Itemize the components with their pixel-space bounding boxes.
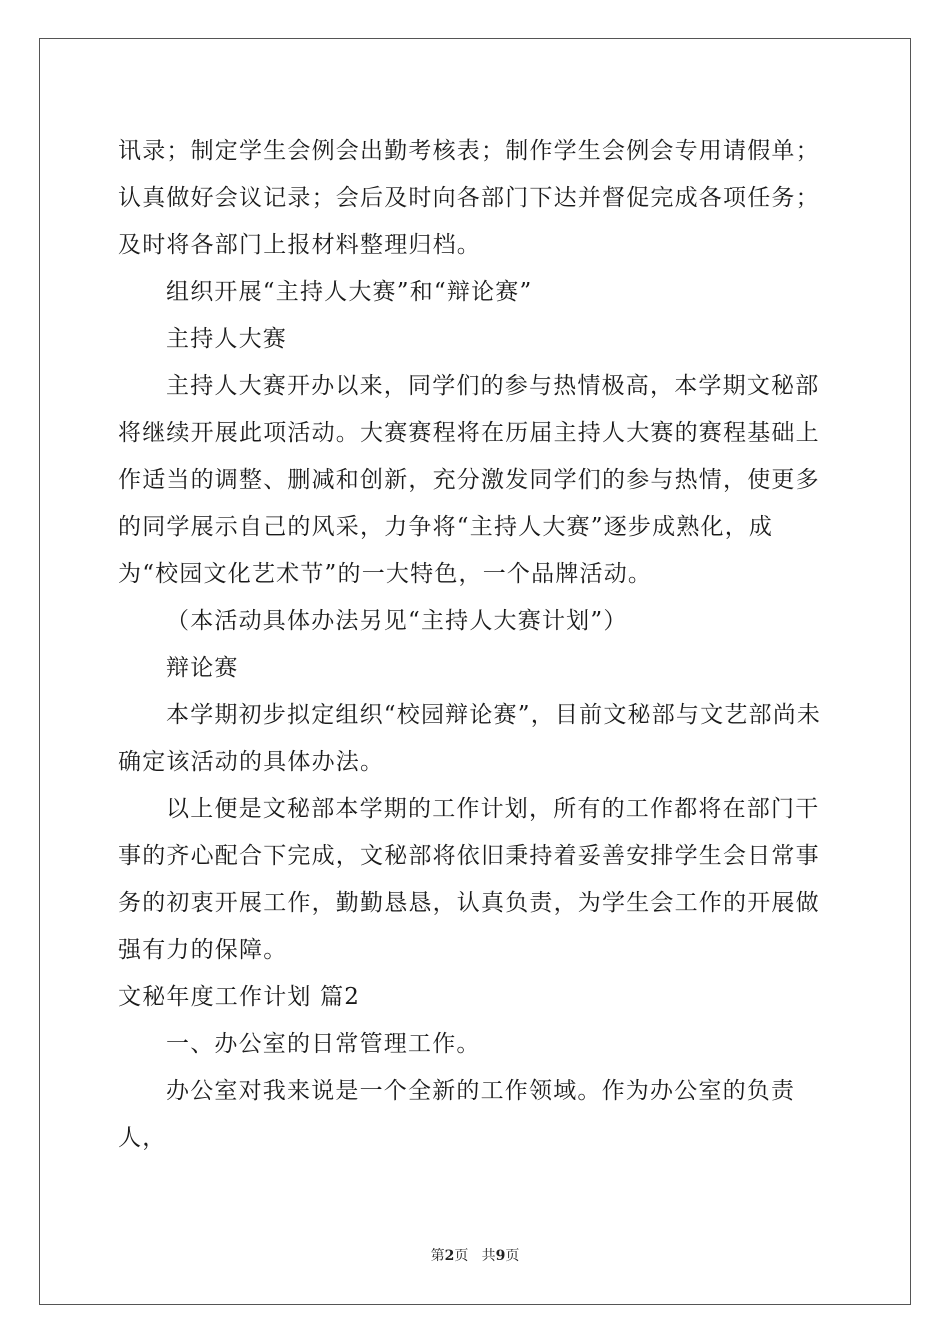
footer-page-number: 2	[444, 1248, 455, 1264]
footer-total-prefix: 共	[481, 1248, 496, 1264]
paragraph-summary: 以上便是文秘部本学期的工作计划，所有的工作都将在部门干事的齐心配合下完成，文秘部将依旧秉持着妥善安排学生会日常事务的初衷开展工作，勤勤恳恳，认真负责，为学生会工作的开展做强有力的保障。	[118, 796, 820, 963]
subheading-debate: 辩论赛	[166, 655, 239, 681]
paragraph-host-contest: 主持人大赛开办以来，同学们的参与热情极高，本学期文秘部将继续开展此项活动。大赛赛程将在历届主持人大赛的赛程基础上作适当的调整、删减和创新，充分激发同学们的参与热情，使更多的同学展示自己的风采，力争将“主持人大赛”逐步成熟化，成为“校园文化艺术节”的一大特色，一个品牌活动。	[118, 373, 820, 587]
footer-total-suffix: 页	[505, 1248, 520, 1264]
subheading-office-management: 一、办公室的日常管理工作。	[166, 1031, 481, 1057]
paragraph-debate: 本学期初步拟定组织“校园辩论赛”，目前文秘部与文艺部尚未确定该活动的具体办法。	[118, 702, 822, 775]
section-heading-contests: 组织开展“主持人大赛”和“辩论赛”	[166, 279, 533, 305]
footer-page-prefix: 第	[430, 1248, 445, 1264]
document-body	[118, 128, 834, 1162]
section-title-part2: 文秘年度工作计划 篇2	[118, 984, 361, 1010]
paragraph-host-contest-note: （本活动具体办法另见“主持人大赛计划”）	[166, 608, 628, 634]
paragraph-office-intro: 办公室对我来说是一个全新的工作领域。作为办公室的负责人，	[118, 1078, 796, 1151]
subheading-host-contest: 主持人大赛	[166, 326, 287, 352]
paragraph-intro-continued: 讯录；制定学生会例会出勤考核表；制作学生会例会专用请假单；认真做好会议记录；会后及时向各部门下达并督促完成各项任务；及时将各部门上报材料整理归档。	[118, 138, 820, 258]
footer-total-pages: 9	[495, 1248, 506, 1264]
page-footer	[0, 1245, 950, 1265]
footer-page-suffix: 页	[454, 1248, 469, 1264]
